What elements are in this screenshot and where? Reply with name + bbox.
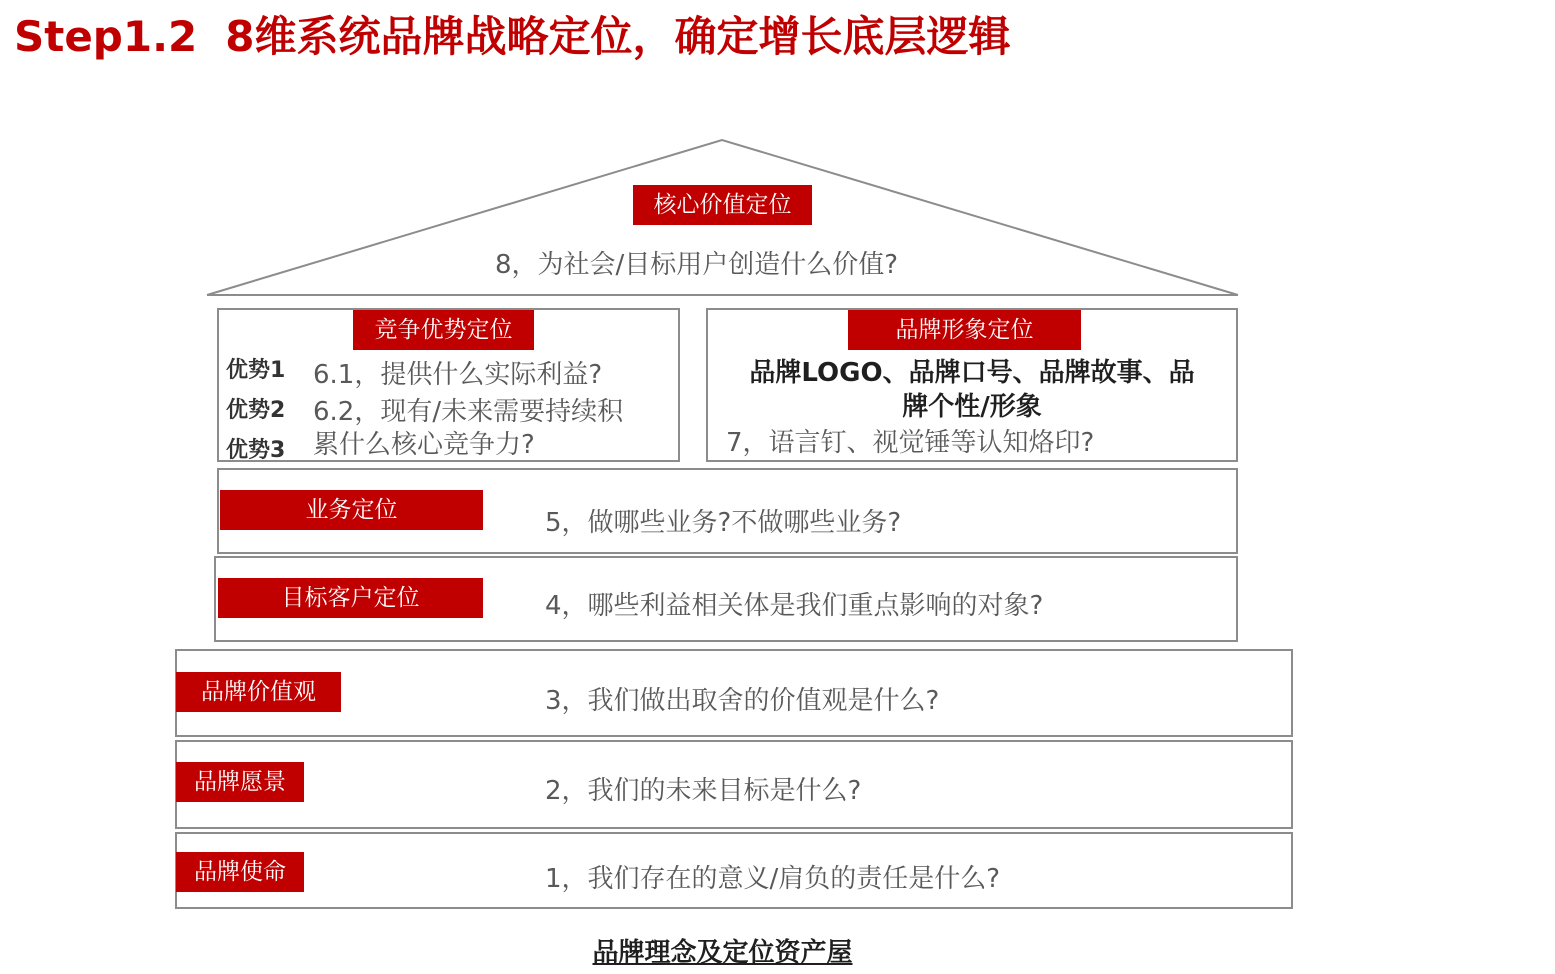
competitive-question-2-line1: 6.2，现有/未来需要持续积 — [313, 397, 624, 427]
brand-image-question: 7，语言钉、视觉锤等认知烙印? — [726, 428, 1095, 458]
diagram-caption — [0, 932, 1445, 969]
target-customer-label: 目标客户定位 — [218, 578, 483, 618]
brand-image-bold-line2: 牌个性/形象 — [902, 392, 1042, 422]
competitive-advantage-label: 竞争优势定位 — [353, 310, 534, 350]
brand-image-label: 品牌形象定位 — [848, 310, 1081, 350]
brand-image-bold-line1: 品牌LOGO、品牌口号、品牌故事、品 — [749, 358, 1195, 388]
advantage-2: 优势2 — [226, 398, 286, 423]
brand-vision-label: 品牌愿景 — [176, 762, 304, 802]
advantage-1: 优势1 — [226, 358, 286, 383]
title-text: 8维系统品牌战略定位，确定增长底层逻辑 — [225, 12, 1011, 61]
title-step: Step1.2 — [14, 12, 198, 61]
advantage-3: 优势3 — [226, 438, 286, 463]
brand-values-label: 品牌价值观 — [176, 672, 341, 712]
business-positioning-label: 业务定位 — [220, 490, 483, 530]
brand-mission-label: 品牌使命 — [176, 852, 304, 892]
core-value-question: 8，为社会/目标用户创造什么价值? — [495, 250, 899, 280]
competitive-question-2-line2: 累什么核心竞争力? — [313, 430, 535, 460]
competitive-question-1: 6.1，提供什么实际利益? — [313, 360, 603, 390]
target-customer-question: 4，哪些利益相关体是我们重点影响的对象? — [545, 591, 1044, 621]
core-value-label: 核心价值定位 — [633, 185, 812, 225]
brand-mission-question: 1，我们存在的意义/肩负的责任是什么? — [545, 864, 1001, 894]
diagram-caption-text: 品牌理念及定位资产屋 — [592, 938, 853, 968]
business-positioning-question: 5，做哪些业务?不做哪些业务? — [545, 508, 902, 538]
brand-values-question: 3，我们做出取舍的价值观是什么? — [545, 686, 940, 716]
brand-vision-question: 2，我们的未来目标是什么? — [545, 776, 862, 806]
